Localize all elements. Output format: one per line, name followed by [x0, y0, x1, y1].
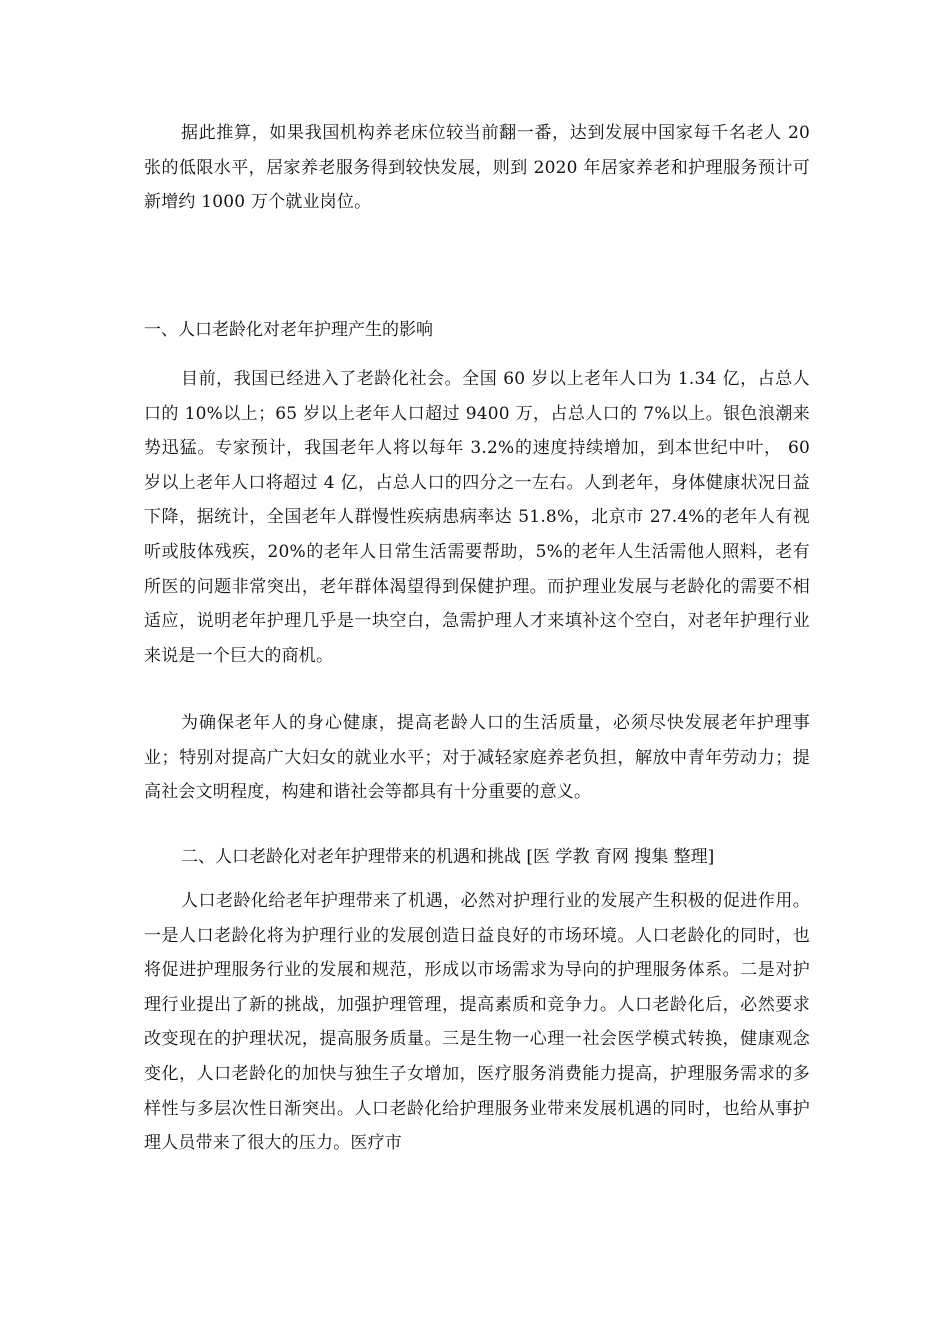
paragraph-aging-status: 目前，我国已经进入了老龄化社会。全国 60 岁以上老年人口为 1.34 亿，占总人口的 10%以上；65 岁以上老年人口超过 9400 万，占总人口的 7%以上。银色浪潮来势迅猛。专家预计，我国老年人将以每年 3.2%的速度持续增加，到本世纪中叶， 60 岁以上老年人口将超过 4 亿，占总人口的四分之一左右。人到老年，身体健康状况日益下降，据统计，全国老年人群慢性疾病患病率达 51.8%，北京市 27.4%的老年人有视听或肢体残疾，20%的老年人日常生活需要帮助，5%的老年人生活需他人照料，老有所医的问题非常突出，老年群体渴望得到保健护理。而护理业发展与老龄化的需要不相适应，说明老年护理几乎是一块空白，急需护理人才来填补这个空白，对老年护理行业来说是一个巨大的商机。 — [144, 369, 810, 666]
paragraph-opportunities: 人口老龄化给老年护理带来了机遇，必然对护理行业的发展产生积极的促进作用。一是人口老龄化将为护理行业的发展创造日益良好的市场环境。人口老龄化的同时，也将促进护理服务行业的发展和规范，形成以市场需求为导向的护理服务体系。二是对护理行业提出了新的挑战，加强护理管理，提高素质和竞争力。人口老龄化后，必然要求改变现在的护理状况，提高服务质量。三是生物一心理一社会医学模式转换，健康观念变化，人口老龄化的加快与独生子女增加，医疗服务消费能力提高，护理服务需求的多样性与多层次性日渐突出。人口老龄化给护理服务业带来发展机遇的同时，也给从事护理人员带来了很大的压力。医疗市 — [144, 891, 810, 1154]
paragraph-significance: 为确保老年人的身心健康，提高老龄人口的生活质量，必须尽快发展老年护理事业；特别对提高广大妇女的就业水平；对于减轻家庭养老负担，解放中青年劳动力；提高社会文明程度，构建和谐社会等都具有十分重要的意义。 — [144, 713, 810, 803]
paragraph-estimate: 据此推算，如果我国机构养老床位较当前翻一番，达到发展中国家每千名老人 20 张的低限水平，居家养老服务得到较快发展，则到 2020 年居家养老和护理服务预计可新增约 1000 万个就业岗位。 — [144, 123, 810, 213]
section-heading-2: 二、人口老龄化对老年护理带来的机遇和挑战 [医 学教 育网 搜集 整理] — [181, 847, 715, 867]
section-heading-1: 一、人口老龄化对老年护理产生的影响 — [144, 320, 433, 340]
